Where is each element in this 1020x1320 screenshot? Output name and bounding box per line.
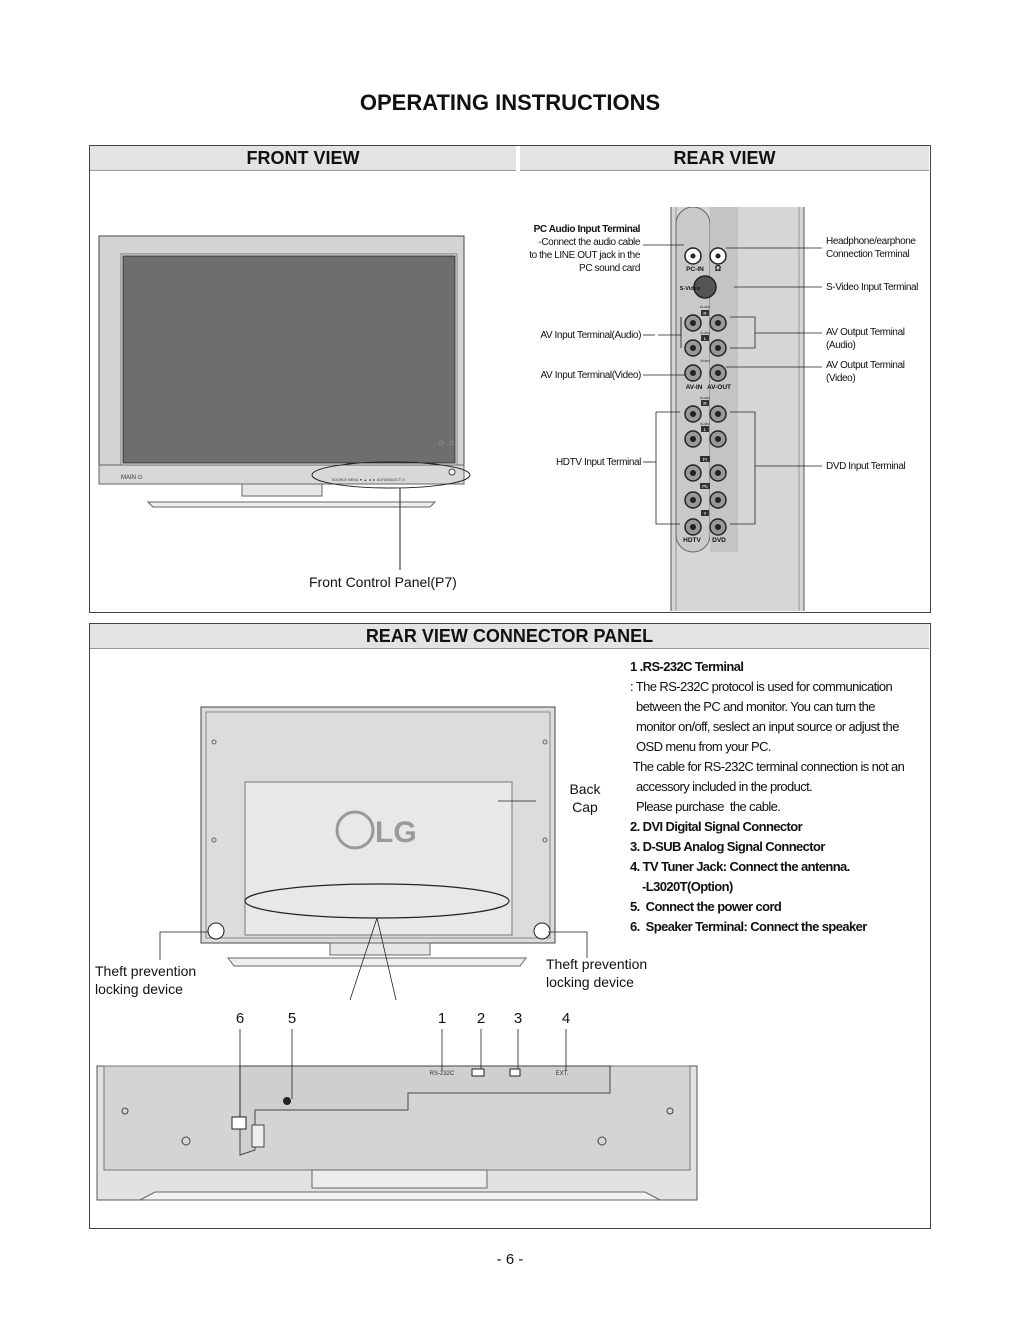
l-tag-2: L: [703, 427, 707, 432]
ext-port-label: EXT.: [555, 1071, 569, 1077]
pc-audio-title: PC Audio Input Terminal: [533, 224, 640, 235]
rear-monitor-drawing: [90, 700, 610, 1000]
hdtv-label: HDTV: [683, 537, 701, 544]
l-tag-1: L: [703, 336, 707, 341]
theft-right-callout: [546, 955, 647, 991]
number-4: 4: [561, 1010, 571, 1027]
connector-detail-drawing: [90, 1005, 710, 1205]
back-cap-1: Back: [569, 781, 601, 797]
description-item: Please purchase the cable.: [630, 799, 781, 814]
pc-in-label: PC-IN: [686, 266, 704, 273]
page-number: - 6 -: [496, 1251, 524, 1268]
description-item: OSD menu from your PC.: [630, 739, 771, 754]
svideo-label: S-Video: [679, 286, 701, 292]
number-1: 1: [437, 1010, 447, 1027]
description-item: 5. Connect the power cord: [630, 899, 782, 914]
description-item: -L3020T(Option): [630, 879, 733, 894]
headphone-callout: [826, 235, 916, 261]
r-tag-2: R: [703, 401, 707, 406]
lg-logo: LG: [375, 816, 417, 849]
theft-left-callout: [95, 962, 196, 998]
video-label: Video: [699, 358, 711, 363]
rs232c-port-label: RS-232C: [429, 1071, 455, 1077]
description-item: : The RS-232C protocol is used for communication: [630, 679, 893, 694]
pc-audio-callout: [500, 223, 640, 275]
theft-right-2: locking device: [546, 974, 634, 990]
rear-view-header: REAR VIEW: [520, 146, 929, 171]
number-5: 5: [287, 1010, 297, 1027]
theft-left-1: Theft prevention: [95, 963, 197, 979]
connector-description-list: [630, 657, 926, 937]
number-2: 2: [476, 1010, 486, 1027]
description-items: [630, 657, 926, 937]
hdtv-input-label: HDTV Input Terminal: [555, 457, 641, 468]
av-output-audio-2: (Audio): [826, 340, 856, 351]
av-video-input-label: AV Input Terminal(Video): [540, 370, 641, 381]
headphone-label-1: Headphone/earphone: [826, 236, 916, 247]
description-item: monitor on/off, seslect an input source or adjust the: [630, 719, 899, 734]
av-in-label: AV-IN: [685, 384, 703, 391]
connector-panel-header: REAR VIEW CONNECTOR PANEL: [90, 624, 929, 649]
front-view-monitor-drawing: [90, 225, 490, 570]
av-out-label: AV-OUT: [706, 384, 732, 391]
description-item: 6. Speaker Terminal: Connect the speaker: [630, 919, 867, 934]
av-audio-input-label: AV Input Terminal(Audio): [540, 330, 641, 341]
description-item: 3. D-SUB Analog Signal Connector: [630, 839, 825, 854]
headphone-label-2: Connection Terminal: [826, 249, 910, 260]
front-control-panel-callout: Front Control Panel(P7): [309, 574, 457, 590]
back-cap-callout: [560, 780, 610, 816]
pb-tag: Pb: [702, 484, 708, 489]
audio-label-3: Audio: [699, 395, 711, 400]
description-item: 2. DVI Digital Signal Connector: [630, 819, 803, 834]
number-6: 6: [235, 1010, 245, 1027]
pc-audio-desc-1: -Connect the audio cable: [538, 237, 640, 248]
pr-tag: Pr: [702, 457, 708, 462]
description-item: accessory included in the product.: [630, 779, 813, 794]
audio-label-4: Audio: [699, 421, 711, 426]
pc-audio-desc-2: to the LINE OUT jack in the: [529, 250, 640, 261]
description-item: between the PC and monitor. You can turn the: [630, 699, 875, 714]
description-item: The cable for RS-232C terminal connection is not an: [630, 759, 905, 774]
av-output-audio-1: AV Output Terminal: [826, 327, 905, 338]
front-button-labels: SOURCE MENU ▼ ▲ ◄ ► AUTO/SELECT ⏻: [332, 478, 405, 482]
av-output-audio-callout: [826, 326, 905, 352]
dvd-input-label: DVD Input Terminal: [826, 461, 906, 472]
av-output-video-2: (Video): [826, 373, 856, 384]
number-3: 3: [513, 1010, 523, 1027]
dvd-label: DVD: [712, 537, 726, 544]
headphone-icon: Ω: [714, 264, 722, 273]
theft-left-2: locking device: [95, 981, 183, 997]
description-item: 4. TV Tuner Jack: Connect the antenna.: [630, 859, 850, 874]
audio-label-1: Audio: [699, 304, 711, 309]
audio-label-2: Audio: [699, 330, 711, 335]
av-output-video-1: AV Output Terminal: [826, 360, 905, 371]
back-cap-2: Cap: [572, 799, 598, 815]
page-title: OPERATING INSTRUCTIONS: [359, 90, 661, 115]
theft-right-1: Theft prevention: [546, 956, 648, 972]
main-power-label: MAIN ⏻: [121, 475, 143, 481]
pc-audio-desc-3: PC sound card: [579, 263, 640, 274]
front-view-header: FRONT VIEW: [90, 146, 516, 171]
description-item: 1 .RS-232C Terminal: [630, 659, 744, 674]
av-output-video-callout: [826, 359, 905, 385]
r-tag-1: R: [703, 311, 707, 316]
svideo-input-label: S-Video Input Terminal: [826, 282, 919, 293]
y-tag: Y: [703, 511, 707, 516]
